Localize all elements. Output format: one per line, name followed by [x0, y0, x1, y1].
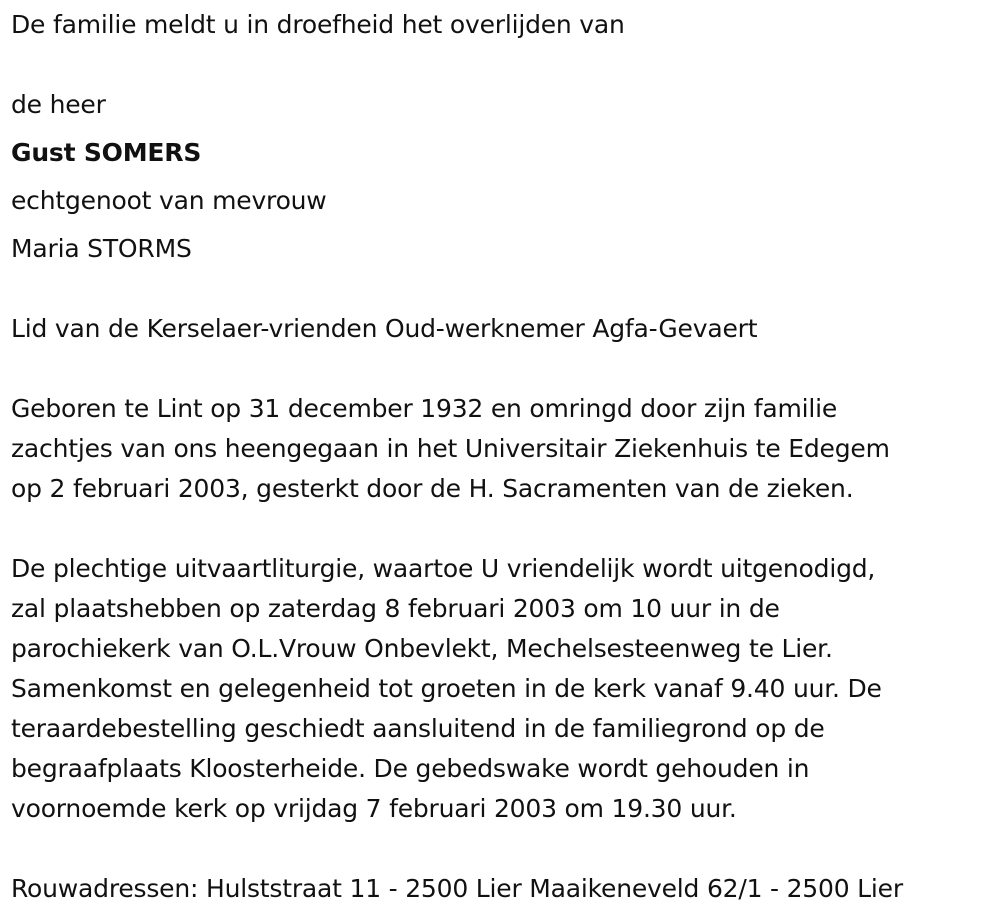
- funeral-line: teraardebestelling geschiedt aansluitend in de familiegrond op de: [11, 714, 825, 743]
- funeral-line: voornoemde kerk op vrijdag 7 februari 2003 om 19.30 uur.: [11, 794, 737, 823]
- deceased-name: Gust SOMERS: [11, 138, 202, 167]
- intro-text: De familie meldt u in droefheid het overlijden van: [11, 10, 625, 39]
- title-text: de heer: [11, 90, 106, 119]
- birth-death-line: Geboren te Lint op 31 december 1932 en omringd door zijn familie: [11, 394, 838, 423]
- mourning-addresses: Rouwadressen: Hulststraat 11 - 2500 Lier Maaikeneveld 62/1 - 2500 Lier: [11, 874, 903, 903]
- funeral-line: zal plaatshebben op zaterdag 8 februari 2003 om 10 uur in de: [11, 594, 780, 623]
- membership-text: Lid van de Kerselaer-vrienden Oud-werknemer Agfa-Gevaert: [11, 314, 758, 343]
- funeral-line: parochiekerk van O.L.Vrouw Onbevlekt, Mechelsesteenweg te Lier.: [11, 634, 833, 663]
- spouse-name: Maria STORMS: [11, 234, 192, 263]
- birth-death-line: zachtjes van ons heengegaan in het Universitair Ziekenhuis te Edegem: [11, 434, 890, 463]
- birth-death-line: op 2 februari 2003, gesterkt door de H. Sacramenten van de zieken.: [11, 474, 854, 503]
- relation-text: echtgenoot van mevrouw: [11, 186, 327, 215]
- funeral-line: begraafplaats Kloosterheide. De gebedswake wordt gehouden in: [11, 754, 810, 783]
- funeral-line: De plechtige uitvaartliturgie, waartoe U vriendelijk wordt uitgenodigd,: [11, 554, 876, 583]
- funeral-line: Samenkomst en gelegenheid tot groeten in de kerk vanaf 9.40 uur. De: [11, 674, 882, 703]
